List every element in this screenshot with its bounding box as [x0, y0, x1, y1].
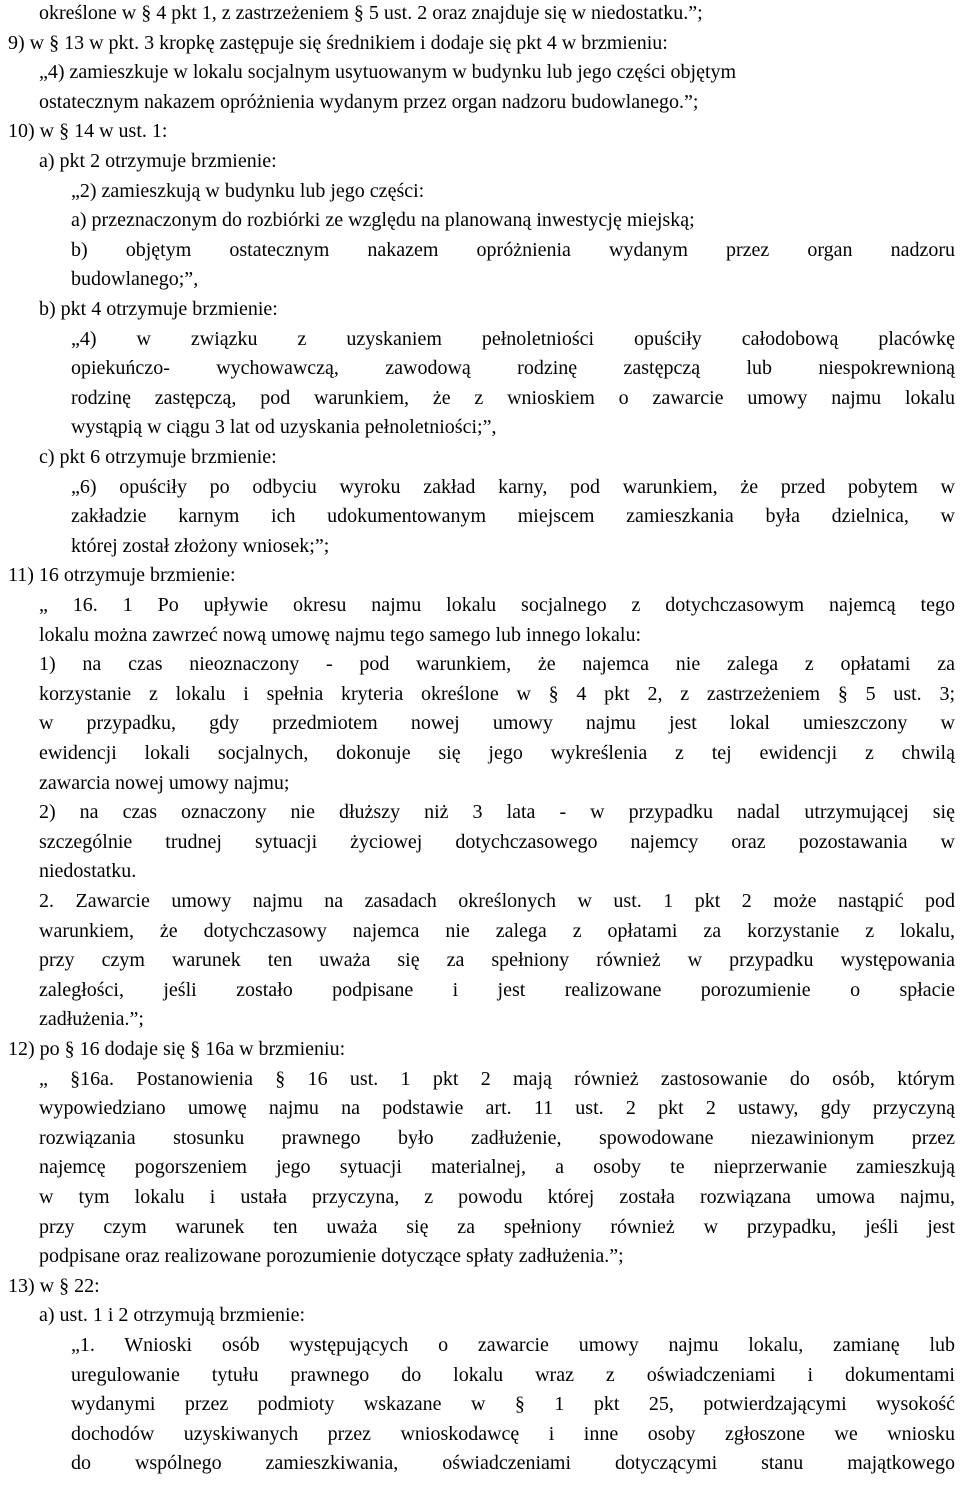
text-line: w przypadku, gdy przedmiotem nowej umowy najmu jest lokal umieszczony w — [39, 712, 955, 735]
text-line: rodzinę zastępczą, pod warunkiem, że z wnioskiem o zawarcie umowy najmu lokalu — [71, 386, 955, 409]
text-line: niedostatku. — [39, 860, 137, 883]
text-line: zakładzie karnym ich udokumentowanym miejscem zamieszkania była dzielnica, w — [71, 505, 955, 528]
text-line: najemcę pogorszeniem jego sytuacji materialnej, a osoby te nieprzerwanie zamieszkują — [39, 1156, 955, 1179]
text-line: zawarcia nowej umowy najmu; — [39, 771, 290, 794]
text-line: opiekuńczo- wychowawczą, zawodową rodzinę zastępczą lub niespokrewnioną — [71, 357, 955, 380]
text-line: 11) 16 otrzymuje brzmienie: — [8, 564, 236, 587]
text-line: wydanymi przez podmioty wskazane w § 1 pkt 25, potwierdzającymi wysokość — [71, 1393, 955, 1416]
text-line: wypowiedziano umowę najmu na podstawie art. 11 ust. 2 pkt 2 ustawy, gdy przyczyną — [39, 1097, 955, 1120]
text-line: a) przeznaczonym do rozbiórki ze względu na planowaną inwestycję miejską; — [71, 209, 695, 232]
text-line: rozwiązania stosunku prawnego było zadłużenie, spowodowane niezawinionym przez — [39, 1126, 955, 1149]
text-line: „4) w związku z uzyskaniem pełnoletniości opuściły całodobową placówkę — [71, 327, 955, 350]
text-line: 9) w § 13 w pkt. 3 kropkę zastępuje się średnikiem i dodaje się pkt 4 w brzmieniu: — [8, 31, 668, 54]
text-line: uregulowanie tytułu prawnego do lokalu wraz z oświadczeniami i dokumentami — [71, 1363, 955, 1386]
text-line: c) pkt 6 otrzymuje brzmienie: — [39, 446, 277, 468]
text-line: dochodów uzyskiwanych przez wnioskodawcę i inne osoby zgłoszone we wniosku — [71, 1422, 955, 1445]
text-line: a) ust. 1 i 2 otrzymują brzmienie: — [39, 1304, 306, 1327]
text-line: lokalu można zawrzeć nową umowę najmu tego samego lub innego lokalu: — [39, 623, 642, 646]
text-line: „4) zamieszkuje w lokalu socjalnym usytuowanym w budynku lub jego części objętym — [39, 61, 737, 84]
text-line: 12) po § 16 dodaje się § 16a w brzmieniu: — [8, 1038, 346, 1060]
text-line: ostatecznym nakazem opróżnienia wydanym przez organ nadzoru budowlanego.”; — [39, 90, 699, 113]
text-line: zaległości, jeśli zostało podpisane i jest realizowane porozumienie o spłacie — [39, 978, 955, 1001]
text-line: 13) w § 22: — [8, 1274, 100, 1297]
text-line: „ §16a. Postanowienia § 16 ust. 1 pkt 2 mają również zastosowanie do osób, którym — [39, 1067, 955, 1090]
text-line: warunkiem, że dotychczasowy najemca nie zalega z opłatami za korzystanie z lokalu, — [39, 919, 955, 942]
text-line: 2. Zawarcie umowy najmu na zasadach określonych w ust. 1 pkt 2 może nastąpić pod — [39, 890, 955, 912]
text-line: 1) na czas nieoznaczony - pod warunkiem, że najemca nie zalega z opłatami za — [39, 653, 955, 676]
text-line: budowlanego;”, — [71, 268, 199, 291]
text-line: szczególnie trudnej sytuacji życiowej dotychczasowego najemcy oraz pozostawania w — [39, 830, 955, 853]
text-line: „1. Wnioski osób występujących o zawarcie umowy najmu lokalu, zamianę lub — [71, 1334, 955, 1356]
text-line: „6) opuściły po odbyciu wyroku zakład karny, pod warunkiem, że przed pobytem w — [71, 475, 955, 498]
text-line: przy czym warunek ten uważa się za spełniony również w przypadku występowania — [39, 949, 955, 972]
text-line: b) objętym ostatecznym nakazem opróżnienia wydanym przez organ nadzoru — [71, 238, 955, 261]
text-line: do wspólnego zamieszkiwania, oświadczeniami dotyczącymi stanu majątkowego — [71, 1452, 955, 1475]
text-line: b) pkt 4 otrzymuje brzmienie: — [39, 298, 278, 320]
text-line: zadłużenia.”; — [39, 1008, 144, 1031]
text-line: w tym lokalu i ustała przyczyna, z powodu której została rozwiązana umowa najmu, — [39, 1186, 955, 1208]
text-line: korzystanie z lokalu i spełnia kryteria określone w § 4 pkt 2, z zastrzeżeniem § 5 ust. 3; — [39, 682, 955, 705]
text-line: określone w § 4 pkt 1, z zastrzeżeniem § 5 ust. 2 oraz znajduje się w niedostatku.”; — [39, 2, 703, 24]
text-line: ewidencji lokali socjalnych, dokonuje się jego wykreślenia z tej ewidencji z chwilą — [39, 742, 955, 764]
text-line: 2) na czas oznaczony nie dłuższy niż 3 lata - w przypadku nadal utrzymującej się — [39, 801, 955, 824]
text-line: „2) zamieszkują w budynku lub jego części: — [71, 179, 425, 202]
text-line: 10) w § 14 w ust. 1: — [8, 120, 168, 143]
text-line: podpisane oraz realizowane porozumienie dotyczące spłaty zadłużenia.”; — [39, 1245, 624, 1268]
text-line: wystąpią w ciągu 3 lat od uzyskania pełnoletniości;”, — [71, 416, 497, 439]
text-line: „ 16. 1 Po upływie okresu najmu lokalu socjalnego z dotychczasowym najemcą tego — [39, 594, 955, 616]
text-line: której został złożony wniosek;”; — [71, 534, 330, 557]
text-line: a) pkt 2 otrzymuje brzmienie: — [39, 150, 277, 172]
text-line: przy czym warunek ten uważa się za spełniony również w przypadku, jeśli jest — [39, 1215, 955, 1238]
